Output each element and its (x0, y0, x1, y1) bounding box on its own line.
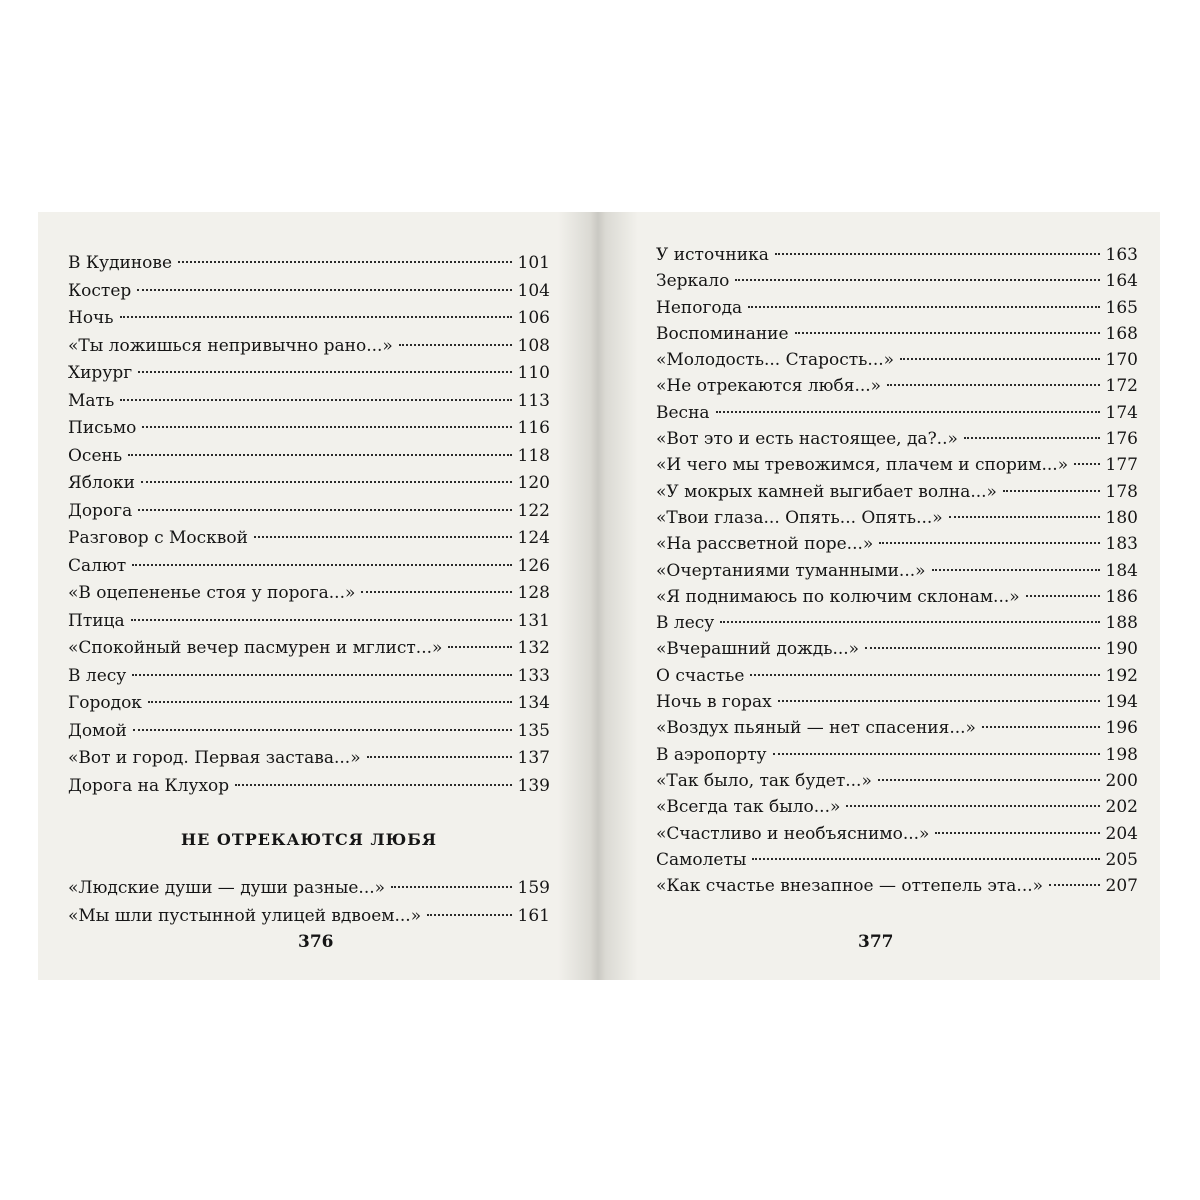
toc-entry-page-number: 135 (517, 720, 550, 741)
dot-leader (982, 726, 1100, 728)
dot-leader (879, 542, 1099, 544)
toc-entry-title: «Мы шли пустынной улицей вдвоем...» (68, 906, 422, 926)
toc-entry (68, 580, 550, 608)
toc-entry (68, 773, 550, 801)
toc-entry-page-number: 177 (1105, 455, 1138, 476)
toc-entry (68, 718, 550, 746)
toc-entry-title: Дорога на Клухор (68, 775, 230, 796)
toc-entry-page-number: 118 (517, 445, 550, 466)
toc-entry-page-number: 196 (1105, 718, 1138, 739)
dot-leader (878, 779, 1100, 781)
dot-leader (735, 279, 1099, 281)
toc-entry-page-number: 116 (517, 418, 550, 438)
toc-entry-page-number: 139 (517, 775, 550, 796)
toc-entry-page-number: 101 (517, 253, 550, 273)
toc-entry-page-number: 188 (1105, 613, 1138, 634)
dot-leader (235, 784, 511, 786)
toc-entry-page-number: 133 (517, 665, 550, 686)
dot-leader (367, 756, 512, 758)
toc-list-right (656, 242, 1138, 899)
toc-entry-page-number: 132 (517, 638, 550, 658)
toc-entry (68, 635, 550, 663)
page-number-right: 377 (858, 932, 894, 952)
toc-entry-title: Осень (68, 445, 123, 466)
dot-leader (132, 674, 511, 676)
book-spread (38, 212, 1160, 980)
dot-leader (1003, 490, 1100, 492)
toc-entry-page-number: 161 (517, 906, 550, 926)
toc-entry (68, 902, 550, 930)
toc-entry (656, 479, 1138, 505)
dot-leader (138, 509, 511, 511)
toc-entry-page-number: 124 (517, 528, 550, 548)
toc-entry-title: Зеркало (656, 271, 730, 292)
toc-entry-title: «Вот и город. Первая застава...» (68, 748, 361, 768)
toc-entry-page-number: 176 (1105, 429, 1138, 450)
toc-entry-page-number: 120 (517, 473, 550, 493)
toc-entry (656, 347, 1138, 373)
dot-leader (716, 411, 1100, 413)
toc-entry (656, 400, 1138, 426)
toc-entry (68, 663, 550, 691)
toc-entry-title: «Вчерашний дождь...» (656, 639, 860, 660)
toc-entry-title: Самолеты (656, 849, 747, 870)
toc-entry-page-number: 190 (1105, 639, 1138, 660)
dot-leader (1026, 595, 1100, 597)
dot-leader (448, 646, 511, 648)
toc-entry-page-number: 172 (1105, 376, 1138, 397)
dot-leader (846, 805, 1099, 807)
toc-entry-title: «Как счастье внезапное — оттепель эта...» (656, 876, 1044, 897)
toc-entry-page-number: 202 (1105, 797, 1138, 818)
toc-entry-page-number: 200 (1105, 770, 1138, 791)
toc-entry-title: «Так было, так будет...» (656, 770, 872, 791)
dot-leader (391, 886, 512, 888)
toc-entry (656, 531, 1138, 557)
toc-entry-title: Непогода (656, 297, 743, 318)
toc-entry-title: Воспоминание (656, 323, 789, 344)
toc-entry (656, 821, 1138, 847)
dot-leader (138, 371, 511, 373)
toc-entry (68, 690, 550, 718)
toc-entry-page-number: 192 (1105, 665, 1138, 686)
toc-entry-title: «Воздух пьяный — нет спасения...» (656, 718, 976, 739)
toc-entry (656, 373, 1138, 399)
toc-entry-page-number: 122 (517, 500, 550, 521)
dot-leader (949, 516, 1100, 518)
dot-leader (752, 858, 1099, 860)
toc-entry (68, 305, 550, 333)
toc-entry (656, 505, 1138, 531)
toc-entry-page-number: 164 (1105, 271, 1138, 292)
toc-entry (656, 873, 1138, 899)
toc-entry-page-number: 198 (1105, 744, 1138, 765)
dot-leader (120, 399, 511, 401)
toc-entry (68, 278, 550, 306)
toc-entry-page-number: 174 (1105, 402, 1138, 423)
toc-entry (68, 498, 550, 526)
dot-leader (131, 619, 512, 621)
dot-leader (178, 261, 511, 263)
toc-entry-title: Салют (68, 555, 127, 576)
dot-leader (932, 569, 1100, 571)
right-page (600, 212, 1160, 980)
toc-entry-page-number: 183 (1105, 534, 1138, 555)
toc-entry-page-number: 104 (517, 280, 550, 301)
toc-entry (656, 742, 1138, 768)
dot-leader (132, 564, 511, 566)
toc-entry-title: Письмо (68, 418, 137, 438)
toc-entry-title: «Твои глаза... Опять... Опять...» (656, 507, 943, 528)
dot-leader (778, 700, 1100, 702)
toc-entry-page-number: 207 (1105, 876, 1138, 897)
toc-entry (656, 426, 1138, 452)
toc-entry-page-number: 170 (1105, 350, 1138, 371)
toc-entry (68, 360, 550, 388)
dot-leader (1074, 463, 1099, 465)
toc-entry-title: «В оцепененье стоя у порога...» (68, 583, 356, 603)
dot-leader (964, 437, 1100, 439)
toc-entry-title: Костер (68, 280, 132, 301)
toc-entry-title: «Я поднимаюсь по колючим склонам...» (656, 586, 1020, 607)
toc-entry-title: «Молодость... Старость...» (656, 350, 895, 371)
dot-leader (935, 832, 1099, 834)
toc-entry (656, 242, 1138, 268)
toc-entry-page-number: 137 (517, 748, 550, 768)
toc-list-section (68, 874, 550, 930)
toc-entry-title: Городок (68, 693, 142, 713)
toc-entry-page-number: 184 (1105, 560, 1138, 581)
toc-entry-title: «Не отрекаются любя...» (656, 376, 882, 397)
toc-entry-title: «Спокойный вечер пасмурен и мглист...» (68, 638, 443, 658)
toc-entry-title: Ночь в горах (656, 692, 772, 713)
toc-entry-page-number: 159 (517, 878, 550, 898)
toc-entry-title: «Всегда так было...» (656, 797, 841, 818)
toc-entry-title: В лесу (656, 613, 715, 634)
section-heading: НЕ ОТРЕКАЮТСЯ ЛЮБЯ (181, 830, 437, 849)
dot-leader (865, 647, 1099, 649)
toc-entry (68, 553, 550, 581)
toc-entry (656, 636, 1138, 662)
toc-entry (656, 715, 1138, 741)
toc-entry (68, 250, 550, 278)
dot-leader (775, 253, 1100, 255)
dot-leader (720, 621, 1099, 623)
toc-list-left (68, 250, 550, 800)
toc-entry-page-number: 108 (517, 335, 550, 356)
dot-leader (900, 358, 1100, 360)
toc-entry (68, 333, 550, 361)
toc-entry-page-number: 180 (1105, 507, 1138, 528)
toc-entry (68, 388, 550, 416)
toc-entry (68, 470, 550, 498)
toc-entry (656, 295, 1138, 321)
toc-entry-page-number: 165 (1105, 297, 1138, 318)
toc-entry-page-number: 194 (1105, 692, 1138, 713)
toc-entry (68, 415, 550, 443)
toc-entry-page-number: 126 (517, 555, 550, 576)
toc-entry-title: Мать (68, 390, 115, 411)
dot-leader (148, 701, 512, 703)
toc-entry (656, 794, 1138, 820)
toc-entry-page-number: 128 (517, 583, 550, 603)
toc-entry-title: В аэропорту (656, 744, 767, 765)
toc-entry-page-number: 134 (517, 693, 550, 713)
toc-entry-title: У источника (656, 245, 769, 265)
dot-leader (399, 344, 512, 346)
toc-entry-page-number: 186 (1105, 586, 1138, 607)
toc-entry (68, 874, 550, 902)
toc-entry (656, 610, 1138, 636)
toc-entry-title: В Кудинове (68, 253, 173, 273)
dot-leader (795, 332, 1100, 334)
dot-leader (750, 674, 1099, 676)
dot-leader (361, 591, 511, 593)
toc-entry (656, 268, 1138, 294)
dot-leader (773, 753, 1100, 755)
toc-entry (68, 608, 550, 636)
dot-leader (120, 316, 512, 318)
toc-entry-page-number: 205 (1105, 849, 1138, 870)
toc-entry-title: «Счастливо и необъяснимо...» (656, 823, 930, 844)
toc-entry-title: Ночь (68, 308, 114, 328)
toc-entry-title: Дорога (68, 500, 133, 521)
dot-leader (254, 536, 512, 538)
dot-leader (427, 914, 511, 916)
dot-leader (142, 426, 511, 428)
left-page (38, 212, 598, 980)
toc-entry-title: «И чего мы тревожимся, плачем и спорим...» (656, 455, 1069, 476)
dot-leader (748, 306, 1099, 308)
toc-entry-page-number: 113 (517, 390, 550, 411)
dot-leader (887, 384, 1099, 386)
toc-entry-page-number: 168 (1105, 323, 1138, 344)
toc-entry (656, 689, 1138, 715)
toc-entry-title: Хирург (68, 363, 133, 383)
dot-leader (133, 729, 512, 731)
toc-entry (656, 558, 1138, 584)
toc-entry (68, 525, 550, 553)
toc-entry-title: «Людские души — души разные...» (68, 878, 386, 898)
toc-entry (656, 584, 1138, 610)
toc-entry-title: «Вот это и есть настоящее, да?..» (656, 429, 958, 450)
toc-entry (68, 745, 550, 773)
toc-entry-title: Птица (68, 610, 125, 631)
toc-entry-page-number: 131 (517, 610, 550, 631)
toc-entry-title: «На рассветной поре...» (656, 534, 874, 555)
toc-entry (656, 768, 1138, 794)
toc-entry-title: «Ты ложишься непривычно рано...» (68, 335, 393, 356)
toc-entry-title: О счастье (656, 665, 745, 686)
toc-entry-title: Разговор с Москвой (68, 528, 248, 548)
dot-leader (137, 289, 511, 291)
toc-entry-title: В лесу (68, 665, 127, 686)
toc-entry-page-number: 106 (517, 308, 550, 328)
toc-entry (68, 443, 550, 471)
toc-entry-page-number: 110 (517, 363, 550, 383)
dot-leader (128, 454, 511, 456)
page-number-left: 376 (298, 932, 334, 952)
toc-entry-title: «Очертаниями туманными...» (656, 560, 926, 581)
toc-entry-page-number: 178 (1105, 481, 1138, 502)
toc-entry (656, 847, 1138, 873)
toc-entry (656, 321, 1138, 347)
toc-entry-page-number: 163 (1105, 245, 1138, 265)
toc-entry (656, 452, 1138, 478)
toc-entry-title: Яблоки (68, 473, 135, 493)
toc-entry-title: «У мокрых камней выгибает волна...» (656, 481, 997, 502)
dot-leader (141, 481, 512, 483)
toc-entry-title: Весна (656, 402, 710, 423)
toc-entry-page-number: 204 (1105, 823, 1138, 844)
toc-entry-title: Домой (68, 720, 127, 741)
toc-entry (656, 663, 1138, 689)
dot-leader (1049, 884, 1100, 886)
